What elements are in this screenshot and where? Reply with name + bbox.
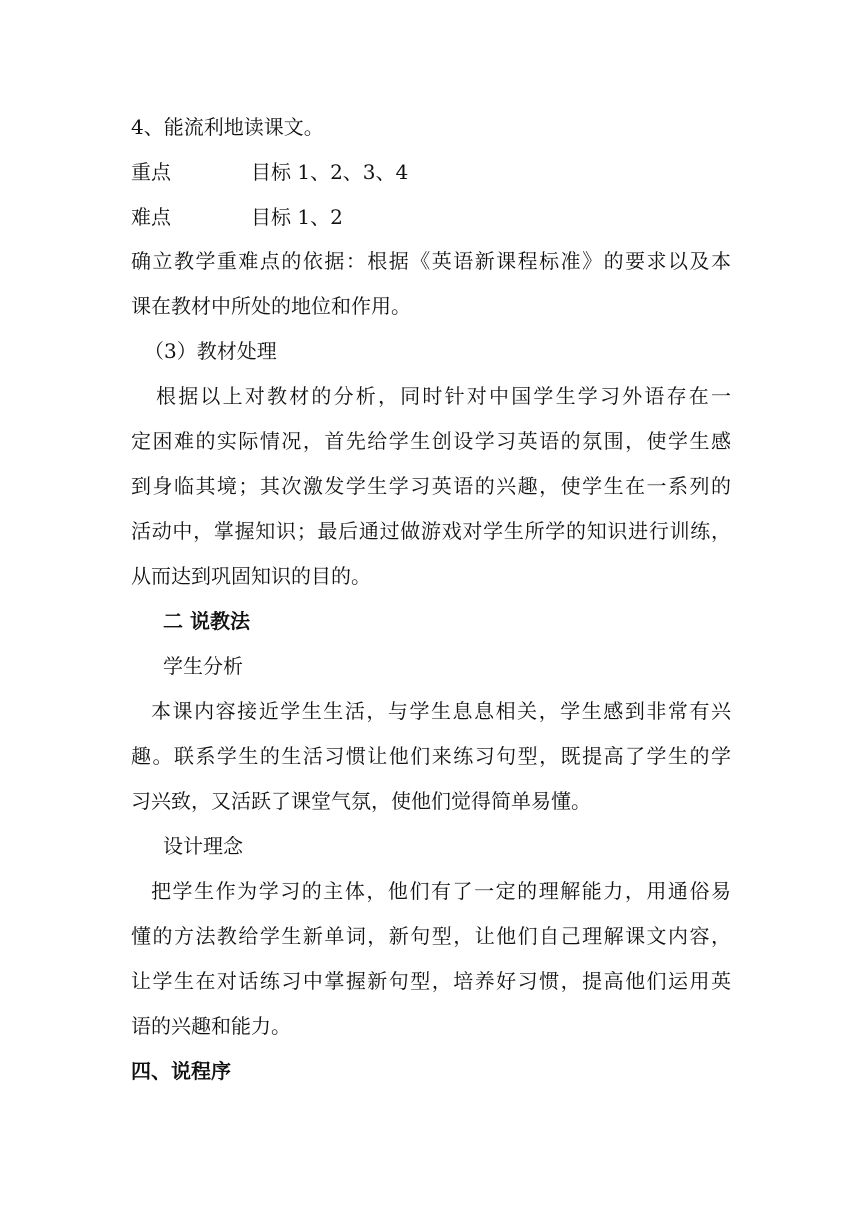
objective-4: 4、能流利地读课文。 <box>131 115 324 139</box>
student-analysis-heading: 学生分析 <box>163 654 243 678</box>
key-point-label: 重点 <box>131 160 171 184</box>
processing-line-5: 从而达到巩固知识的目的。 <box>131 564 371 588</box>
difficulty-label: 难点 <box>131 205 171 229</box>
processing-line-1: 根据以上对教材的分析，同时针对中国学生学习外语存在一 <box>156 384 731 408</box>
processing-line-2: 定困难的实际情况，首先给学生创设学习英语的氛围，使学生感 <box>131 429 731 453</box>
section-two-heading: 二 说教法 <box>163 609 250 633</box>
basis-line-1: 确立教学重难点的依据：根据《英语新课程标准》的要求以及本 <box>131 249 731 273</box>
design-concept-heading: 设计理念 <box>163 834 243 858</box>
design-line-4: 语的兴趣和能力。 <box>131 1014 291 1038</box>
section-four-heading: 四、说程序 <box>131 1059 231 1083</box>
key-point-row <box>131 157 731 187</box>
difficulty-value: 目标 1、2 <box>251 205 343 229</box>
design-line-3: 让学生在对话练习中掌握新句型，培养好习惯，提高他们运用英 <box>131 969 731 993</box>
material-heading: （3）教材处理 <box>144 339 277 363</box>
student-line-1: 本课内容接近学生生活，与学生息息相关，学生感到非常有兴 <box>151 699 731 723</box>
key-point-value: 目标 1、2、3、4 <box>251 160 409 184</box>
difficulty-row <box>131 202 731 232</box>
student-line-2: 趣。联系学生的生活习惯让他们来练习句型，既提高了学生的学 <box>131 744 731 768</box>
design-line-2: 懂的方法教给学生新单词，新句型，让他们自己理解课文内容， <box>131 924 731 948</box>
student-line-3: 习兴致，又活跃了课堂气氛，使他们觉得简单易懂。 <box>131 789 591 813</box>
basis-line-2: 课在教材中所处的地位和作用。 <box>131 294 411 318</box>
processing-line-3: 到身临其境；其次激发学生学习英语的兴趣，使学生在一系列的 <box>131 474 731 498</box>
processing-line-4: 活动中，掌握知识；最后通过做游戏对学生所学的知识进行训练， <box>131 519 731 543</box>
design-line-1: 把学生作为学习的主体，他们有了一定的理解能力，用通俗易 <box>151 879 731 903</box>
